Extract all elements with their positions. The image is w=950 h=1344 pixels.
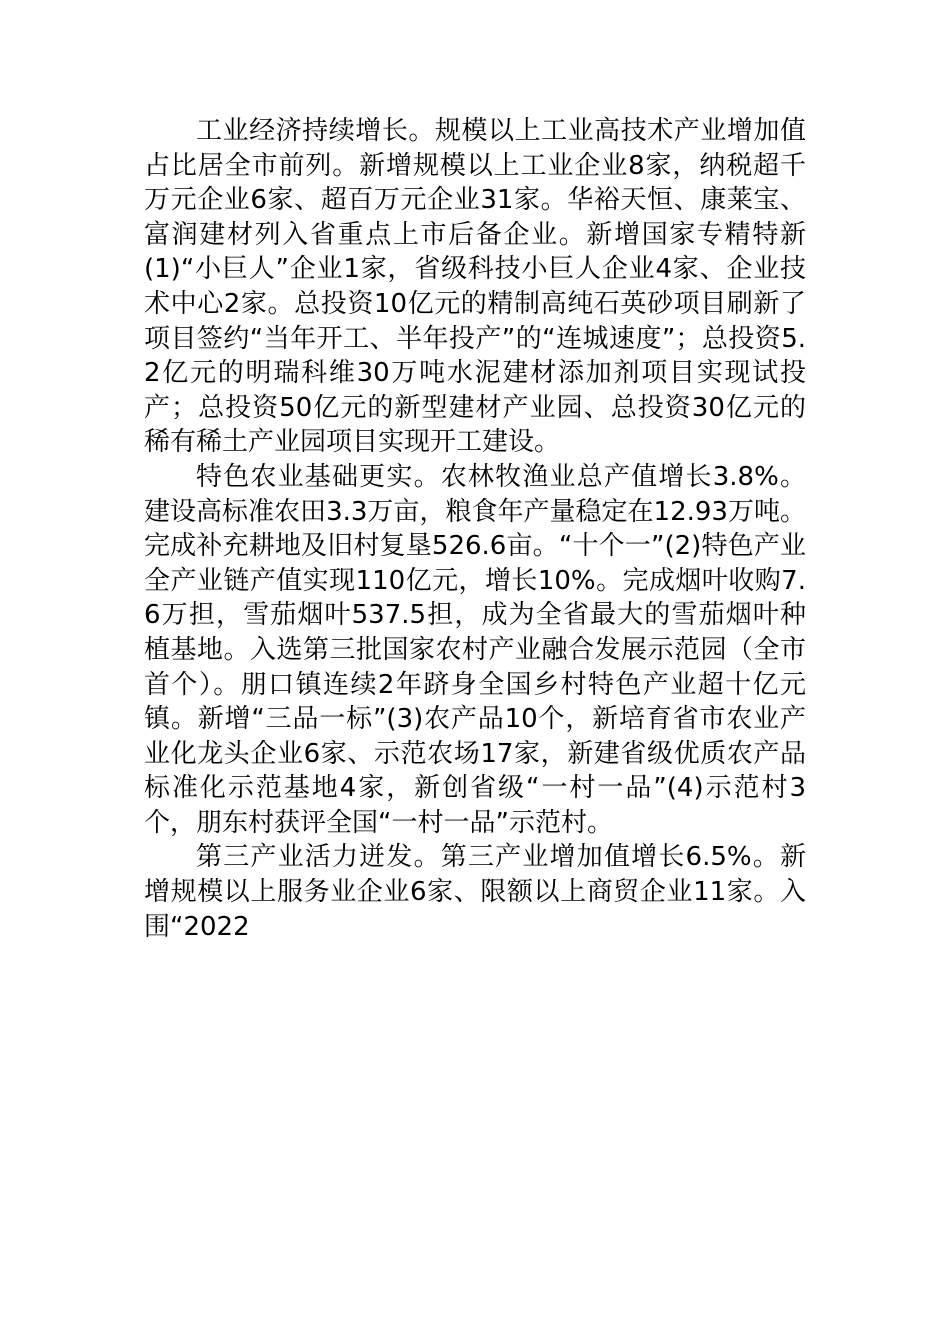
paragraph-tertiary-industry: 第三产业活力迸发。第三产业增加值增长6.5%。新增规模以上服务业企业6家、限额以上商贸企业11家。入围“2022 — [144, 842, 806, 942]
paragraph-industrial-economy: 工业经济持续增长。规模以上工业高技术产业增加值占比居全市前列。新增规模以上工业企业8家，纳税超千万元企业6家、超百万元企业31家。华裕天恒、康莱宝、富润建材列入省重点上市后备企业。新增国家专精特新(1)“小巨人”企业1家，省级科技小巨人企业4家、企业技术中心2家。总投资10亿元的精制高纯石英砂项目刷新了项目签约“当年开工、半年投产”的“连城速度”；总投资5.2亿元的明瑞科维30万吨水泥建材添加剂项目实现试投产；总投资50亿元的新型建材产业园、总投资30亿元的稀有稀土产业园项目实现开工建设。 — [144, 116, 806, 458]
document-body — [144, 114, 806, 944]
paragraph-specialty-agriculture: 特色农业基础更实。农林牧渔业总产值增长3.8%。建设高标准农田3.3万亩，粮食年产量稳定在12.93万吨。完成补充耕地及旧村复垦526.6亩。“十个一”(2)特色产业全产业链产值实现110亿元，增长10%。完成烟叶收购7.6万担，雪茄烟叶537.5担，成为全省最大的雪茄烟叶种植基地。入选第三批国家农村产业融合发展示范园（全市首个）。朋口镇连续2年跻身全国乡村特色产业超十亿元镇。新增“三品一标”(3)农产品10个，新培育省市农业产业化龙头企业6家、示范农场17家，新建省级优质农产品标准化示范基地4家，新创省级“一村一品”(4)示范村3个，朋东村获评全国“一村一品”示范村。 — [144, 461, 806, 838]
